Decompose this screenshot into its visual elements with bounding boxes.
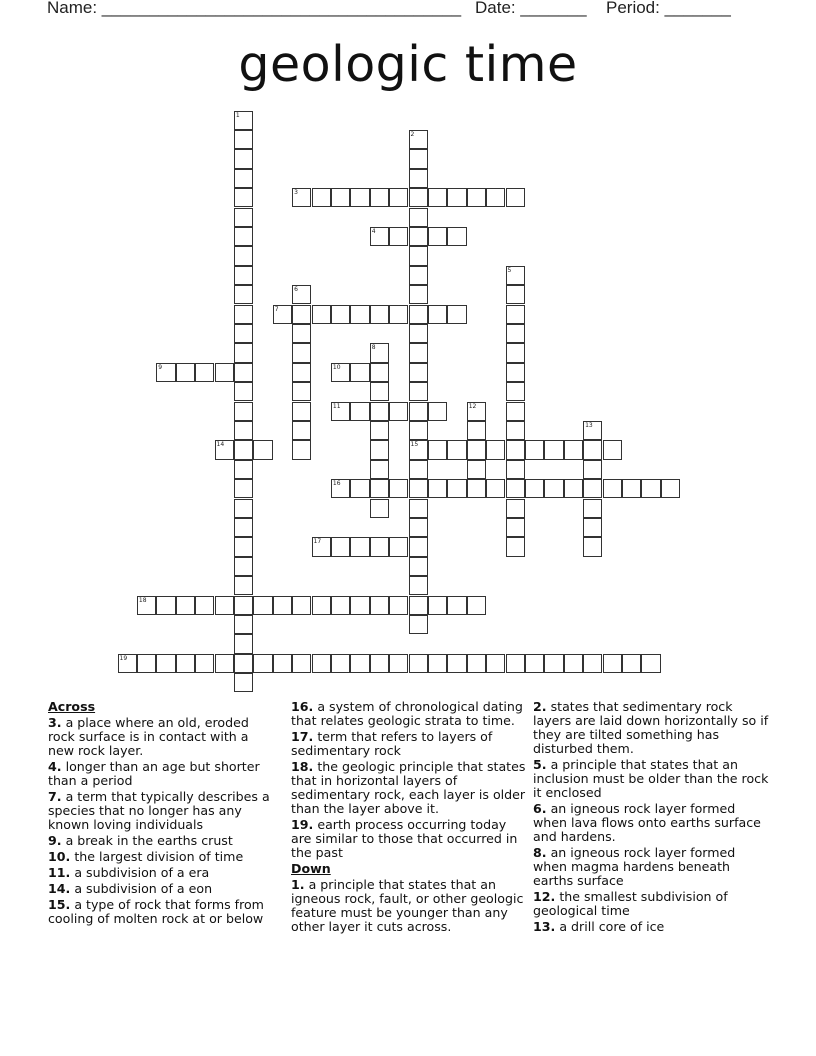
grid-cell[interactable] — [292, 654, 311, 673]
grid-cell[interactable] — [273, 305, 292, 324]
grid-cell[interactable] — [447, 188, 466, 207]
grid-cell[interactable] — [428, 188, 447, 207]
grid-cell[interactable] — [603, 654, 622, 673]
across-heading: Across — [48, 699, 96, 714]
grid-cell[interactable] — [506, 440, 525, 459]
cell-number: 5 — [507, 266, 512, 274]
grid-cell[interactable] — [370, 499, 389, 518]
grid-cell[interactable] — [428, 402, 447, 421]
grid-cell[interactable] — [409, 130, 428, 149]
grid-cell[interactable] — [370, 460, 389, 479]
grid-cell[interactable] — [467, 440, 486, 459]
grid-cell[interactable] — [331, 363, 350, 382]
grid-cell[interactable] — [350, 305, 369, 324]
cell-number: 1 — [235, 111, 240, 119]
grid-cell[interactable] — [506, 402, 525, 421]
grid-cell[interactable] — [234, 285, 253, 304]
grid-cell[interactable] — [467, 402, 486, 421]
grid-cell[interactable] — [234, 654, 253, 673]
grid-cell[interactable] — [583, 479, 602, 498]
grid-cell[interactable] — [506, 343, 525, 362]
grid-cell[interactable] — [641, 479, 660, 498]
grid-cell[interactable] — [506, 324, 525, 343]
grid-cell[interactable] — [506, 305, 525, 324]
grid-cell[interactable] — [506, 285, 525, 304]
page-title: geologic time — [238, 36, 578, 93]
cell-number: 12 — [468, 402, 477, 410]
grid-cell[interactable] — [564, 654, 583, 673]
grid-cell[interactable] — [428, 227, 447, 246]
grid-cell[interactable] — [292, 305, 311, 324]
grid-cell[interactable] — [389, 596, 408, 615]
grid-cell[interactable] — [506, 266, 525, 285]
grid-cell[interactable] — [370, 363, 389, 382]
grid-cell[interactable] — [583, 537, 602, 556]
grid-cell[interactable] — [234, 363, 253, 382]
grid-cell[interactable] — [234, 460, 253, 479]
grid-cell[interactable] — [467, 479, 486, 498]
grid-cell[interactable] — [506, 518, 525, 537]
grid-cell[interactable] — [350, 188, 369, 207]
grid-cell[interactable] — [350, 402, 369, 421]
cell-number: 9 — [158, 363, 163, 371]
cell-number: 16 — [332, 480, 341, 488]
grid-cell[interactable] — [409, 149, 428, 168]
grid-cell[interactable] — [253, 654, 272, 673]
grid-cell[interactable] — [292, 402, 311, 421]
grid-cell[interactable] — [583, 654, 602, 673]
grid-cell[interactable] — [409, 576, 428, 595]
grid-cell[interactable] — [215, 654, 234, 673]
grid-cell[interactable] — [331, 654, 350, 673]
grid-cell[interactable] — [234, 324, 253, 343]
grid-cell[interactable] — [292, 285, 311, 304]
grid-cell[interactable] — [409, 285, 428, 304]
grid-cell[interactable] — [544, 654, 563, 673]
clue-down-6: 6. an igneous rock layer formed when lava flows onto earths surface and hardens. — [533, 801, 761, 844]
name-field[interactable]: Name: ______________________________________ — [47, 0, 462, 17]
grid-cell[interactable] — [331, 479, 350, 498]
grid-cell[interactable] — [467, 421, 486, 440]
grid-cell[interactable] — [234, 518, 253, 537]
grid-cell[interactable] — [234, 188, 253, 207]
grid-cell[interactable] — [234, 402, 253, 421]
grid-cell[interactable] — [292, 324, 311, 343]
grid-cell[interactable] — [195, 654, 214, 673]
grid-cell[interactable] — [234, 208, 253, 227]
grid-cell[interactable] — [176, 596, 195, 615]
grid-cell[interactable] — [506, 363, 525, 382]
grid-cell[interactable] — [331, 305, 350, 324]
grid-cell[interactable] — [273, 654, 292, 673]
grid-cell[interactable] — [389, 188, 408, 207]
grid-cell[interactable] — [215, 596, 234, 615]
grid-cell[interactable] — [312, 305, 331, 324]
grid-cell[interactable] — [234, 382, 253, 401]
grid-cell[interactable] — [506, 499, 525, 518]
grid-cell[interactable] — [622, 654, 641, 673]
grid-cell[interactable] — [583, 460, 602, 479]
cell-number: 10 — [332, 363, 341, 371]
grid-cell[interactable] — [234, 227, 253, 246]
grid-cell[interactable] — [389, 479, 408, 498]
grid-cell[interactable] — [428, 596, 447, 615]
clue-down-8: 8. an igneous rock layer formed when magma hardens beneath earths surface — [533, 845, 736, 888]
grid-cell[interactable] — [234, 596, 253, 615]
grid-cell[interactable] — [370, 188, 389, 207]
grid-cell[interactable] — [176, 363, 195, 382]
grid-cell[interactable] — [137, 654, 156, 673]
grid-cell[interactable] — [156, 654, 175, 673]
grid-cell[interactable] — [622, 479, 641, 498]
grid-cell[interactable] — [195, 363, 214, 382]
grid-cell[interactable] — [234, 673, 253, 692]
grid-cell[interactable] — [350, 537, 369, 556]
cell-number: 2 — [410, 130, 415, 138]
grid-cell[interactable] — [292, 421, 311, 440]
grid-cell[interactable] — [118, 654, 137, 673]
grid-cell[interactable] — [447, 479, 466, 498]
grid-cell[interactable] — [506, 654, 525, 673]
grid-cell[interactable] — [486, 479, 505, 498]
grid-cell[interactable] — [350, 654, 369, 673]
grid-cell[interactable] — [409, 227, 428, 246]
grid-cell[interactable] — [486, 440, 505, 459]
grid-cell[interactable] — [661, 479, 680, 498]
down-heading: Down — [291, 861, 331, 876]
grid-cell[interactable] — [447, 596, 466, 615]
clues-column-1 — [48, 700, 276, 928]
clue-down-1: 1. a principle that states that an igneous rock, fault, or other geologic feature must be younger than any other layer it cuts across. — [291, 877, 524, 934]
grid-cell[interactable] — [583, 499, 602, 518]
grid-cell[interactable] — [389, 537, 408, 556]
grid-cell[interactable] — [409, 499, 428, 518]
clues-column-3 — [533, 700, 769, 936]
date-field[interactable]: Date: _______ — [475, 0, 587, 17]
grid-cell[interactable] — [428, 654, 447, 673]
grid-cell[interactable] — [312, 188, 331, 207]
grid-cell[interactable] — [215, 440, 234, 459]
grid-cell[interactable] — [234, 537, 253, 556]
grid-cell[interactable] — [350, 596, 369, 615]
grid-cell[interactable] — [234, 149, 253, 168]
grid-cell[interactable] — [292, 188, 311, 207]
grid-cell[interactable] — [234, 111, 253, 130]
grid-cell[interactable] — [370, 479, 389, 498]
cell-number: 11 — [332, 402, 341, 410]
grid-cell[interactable] — [331, 596, 350, 615]
grid-cell[interactable] — [389, 305, 408, 324]
grid-cell[interactable] — [292, 596, 311, 615]
grid-cell[interactable] — [564, 479, 583, 498]
grid-cell[interactable] — [409, 460, 428, 479]
grid-cell[interactable] — [409, 188, 428, 207]
grid-cell[interactable] — [234, 266, 253, 285]
grid-cell[interactable] — [428, 440, 447, 459]
grid-cell[interactable] — [409, 518, 428, 537]
grid-cell[interactable] — [234, 130, 253, 149]
grid-cell[interactable] — [234, 557, 253, 576]
grid-cell[interactable] — [234, 421, 253, 440]
clue-across-10: 10. the largest division of time — [48, 849, 244, 864]
grid-cell[interactable] — [137, 596, 156, 615]
cell-number: 19 — [119, 654, 128, 662]
grid-cell[interactable] — [409, 266, 428, 285]
grid-cell[interactable] — [525, 440, 544, 459]
grid-cell[interactable] — [370, 421, 389, 440]
grid-cell[interactable] — [506, 382, 525, 401]
clue-down-12: 12. the smallest subdivision of geological time — [533, 889, 728, 918]
grid-cell[interactable] — [234, 479, 253, 498]
cell-number: 15 — [410, 441, 419, 449]
grid-cell[interactable] — [409, 537, 428, 556]
grid-cell[interactable] — [506, 421, 525, 440]
cell-number: 7 — [274, 305, 279, 313]
cell-number: 18 — [138, 596, 147, 604]
grid-cell[interactable] — [506, 537, 525, 556]
grid-cell[interactable] — [409, 596, 428, 615]
grid-cell[interactable] — [253, 440, 272, 459]
cell-number: 14 — [216, 441, 225, 449]
grid-cell[interactable] — [195, 596, 214, 615]
grid-cell[interactable] — [350, 363, 369, 382]
clue-across-9: 9. a break in the earths crust — [48, 833, 233, 848]
grid-cell[interactable] — [409, 169, 428, 188]
grid-cell[interactable] — [428, 305, 447, 324]
grid-cell[interactable] — [234, 343, 253, 362]
grid-cell[interactable] — [215, 363, 234, 382]
grid-cell[interactable] — [350, 479, 369, 498]
clue-across-7: 7. a term that typically describes a species that no longer has any known loving individuals — [48, 789, 270, 832]
grid-cell[interactable] — [525, 479, 544, 498]
cell-number: 6 — [294, 286, 298, 294]
grid-cell[interactable] — [312, 537, 331, 556]
grid-cell[interactable] — [234, 169, 253, 188]
grid-cell[interactable] — [486, 654, 505, 673]
grid-cell[interactable] — [292, 382, 311, 401]
grid-cell[interactable] — [467, 460, 486, 479]
grid-cell[interactable] — [331, 537, 350, 556]
clue-down-2: 2. states that sedimentary rock layers are laid down horizontally so if they are tilted something has disturbed them. — [533, 699, 769, 756]
grid-cell[interactable] — [292, 343, 311, 362]
grid-cell[interactable] — [370, 382, 389, 401]
grid-cell[interactable] — [156, 596, 175, 615]
grid-cell[interactable] — [603, 440, 622, 459]
grid-cell[interactable] — [409, 479, 428, 498]
grid-cell[interactable] — [234, 440, 253, 459]
grid-cell[interactable] — [583, 518, 602, 537]
grid-cell[interactable] — [467, 654, 486, 673]
grid-cell[interactable] — [370, 596, 389, 615]
grid-cell[interactable] — [467, 188, 486, 207]
grid-cell[interactable] — [312, 596, 331, 615]
grid-cell[interactable] — [564, 440, 583, 459]
grid-cell[interactable] — [409, 246, 428, 265]
grid-cell[interactable] — [447, 227, 466, 246]
grid-cell[interactable] — [409, 208, 428, 227]
clue-across-18: 18. the geologic principle that states that in horizontal layers of sedimentary rock, each layer is older than the layer above it. — [291, 759, 526, 816]
grid-cell[interactable] — [409, 382, 428, 401]
grid-cell[interactable] — [428, 479, 447, 498]
clue-down-13: 13. a drill core of ice — [533, 919, 665, 934]
clue-across-3: 3. a place where an old, eroded rock surface is in contact with a new rock layer. — [48, 715, 249, 758]
grid-cell[interactable] — [370, 402, 389, 421]
clue-across-16: 16. a system of chronological dating that relates geologic strata to time. — [291, 699, 523, 728]
grid-cell[interactable] — [409, 343, 428, 362]
grid-cell[interactable] — [234, 634, 253, 653]
grid-cell[interactable] — [583, 440, 602, 459]
grid-cell[interactable] — [506, 479, 525, 498]
cell-number: 13 — [585, 421, 593, 429]
grid-cell[interactable] — [273, 596, 292, 615]
grid-cell[interactable] — [176, 654, 195, 673]
grid-cell[interactable] — [292, 440, 311, 459]
grid-cell[interactable] — [486, 188, 505, 207]
grid-cell[interactable] — [370, 343, 389, 362]
grid-cell[interactable] — [389, 654, 408, 673]
grid-cell[interactable] — [370, 654, 389, 673]
grid-cell[interactable] — [234, 576, 253, 595]
grid-cell[interactable] — [409, 305, 428, 324]
grid-cell[interactable] — [370, 227, 389, 246]
grid-cell[interactable] — [409, 615, 428, 634]
grid-cell[interactable] — [409, 440, 428, 459]
grid-cell[interactable] — [447, 440, 466, 459]
grid-cell[interactable] — [409, 363, 428, 382]
grid-cell[interactable] — [447, 305, 466, 324]
cell-number: 17 — [313, 538, 322, 546]
grid-cell[interactable] — [467, 596, 486, 615]
clue-across-11: 11. a subdivision of a era — [48, 865, 210, 880]
clue-down-5: 5. a principle that states that an inclusion must be older than the rock it enclosed — [533, 757, 769, 800]
grid-cell[interactable] — [370, 440, 389, 459]
grid-cell[interactable] — [525, 654, 544, 673]
grid-cell[interactable] — [156, 363, 175, 382]
cell-number: 3 — [294, 189, 298, 197]
grid-cell[interactable] — [641, 654, 660, 673]
grid-cell[interactable] — [506, 460, 525, 479]
grid-cell[interactable] — [312, 654, 331, 673]
grid-cell[interactable] — [603, 479, 622, 498]
clue-across-4: 4. longer than an age but shorter than a period — [48, 759, 260, 788]
grid-cell[interactable] — [409, 324, 428, 343]
grid-cell[interactable] — [331, 402, 350, 421]
grid-cell[interactable] — [409, 421, 428, 440]
clues-column-2 — [291, 700, 527, 936]
period-field[interactable]: Period: _______ — [606, 0, 731, 17]
grid-cell[interactable] — [292, 363, 311, 382]
grid-cell[interactable] — [370, 537, 389, 556]
grid-cell[interactable] — [544, 440, 563, 459]
grid-cell[interactable] — [389, 402, 408, 421]
clue-across-17: 17. term that refers to layers of sedimentary rock — [291, 729, 493, 758]
grid-cell[interactable] — [234, 615, 253, 634]
grid-cell[interactable] — [331, 188, 350, 207]
grid-cell[interactable] — [583, 421, 602, 440]
grid-cell[interactable] — [409, 402, 428, 421]
grid-cell[interactable] — [544, 479, 563, 498]
cell-number: 4 — [371, 227, 376, 235]
grid-cell[interactable] — [234, 246, 253, 265]
clue-across-14: 14. a subdivision of a eon — [48, 881, 213, 896]
grid-cell[interactable] — [234, 305, 253, 324]
grid-cell[interactable] — [409, 654, 428, 673]
grid-cell[interactable] — [234, 499, 253, 518]
grid-cell[interactable] — [447, 654, 466, 673]
clue-across-19: 19. earth process occurring today are similar to those that occurred in the past — [291, 817, 518, 860]
cell-number: 8 — [371, 344, 376, 352]
grid-cell[interactable] — [253, 596, 272, 615]
grid-cell[interactable] — [370, 305, 389, 324]
clue-across-15: 15. a type of rock that forms from cooling of molten rock at or below — [48, 897, 264, 926]
grid-cell[interactable] — [409, 557, 428, 576]
grid-cell[interactable] — [506, 188, 525, 207]
grid-cell[interactable] — [389, 227, 408, 246]
